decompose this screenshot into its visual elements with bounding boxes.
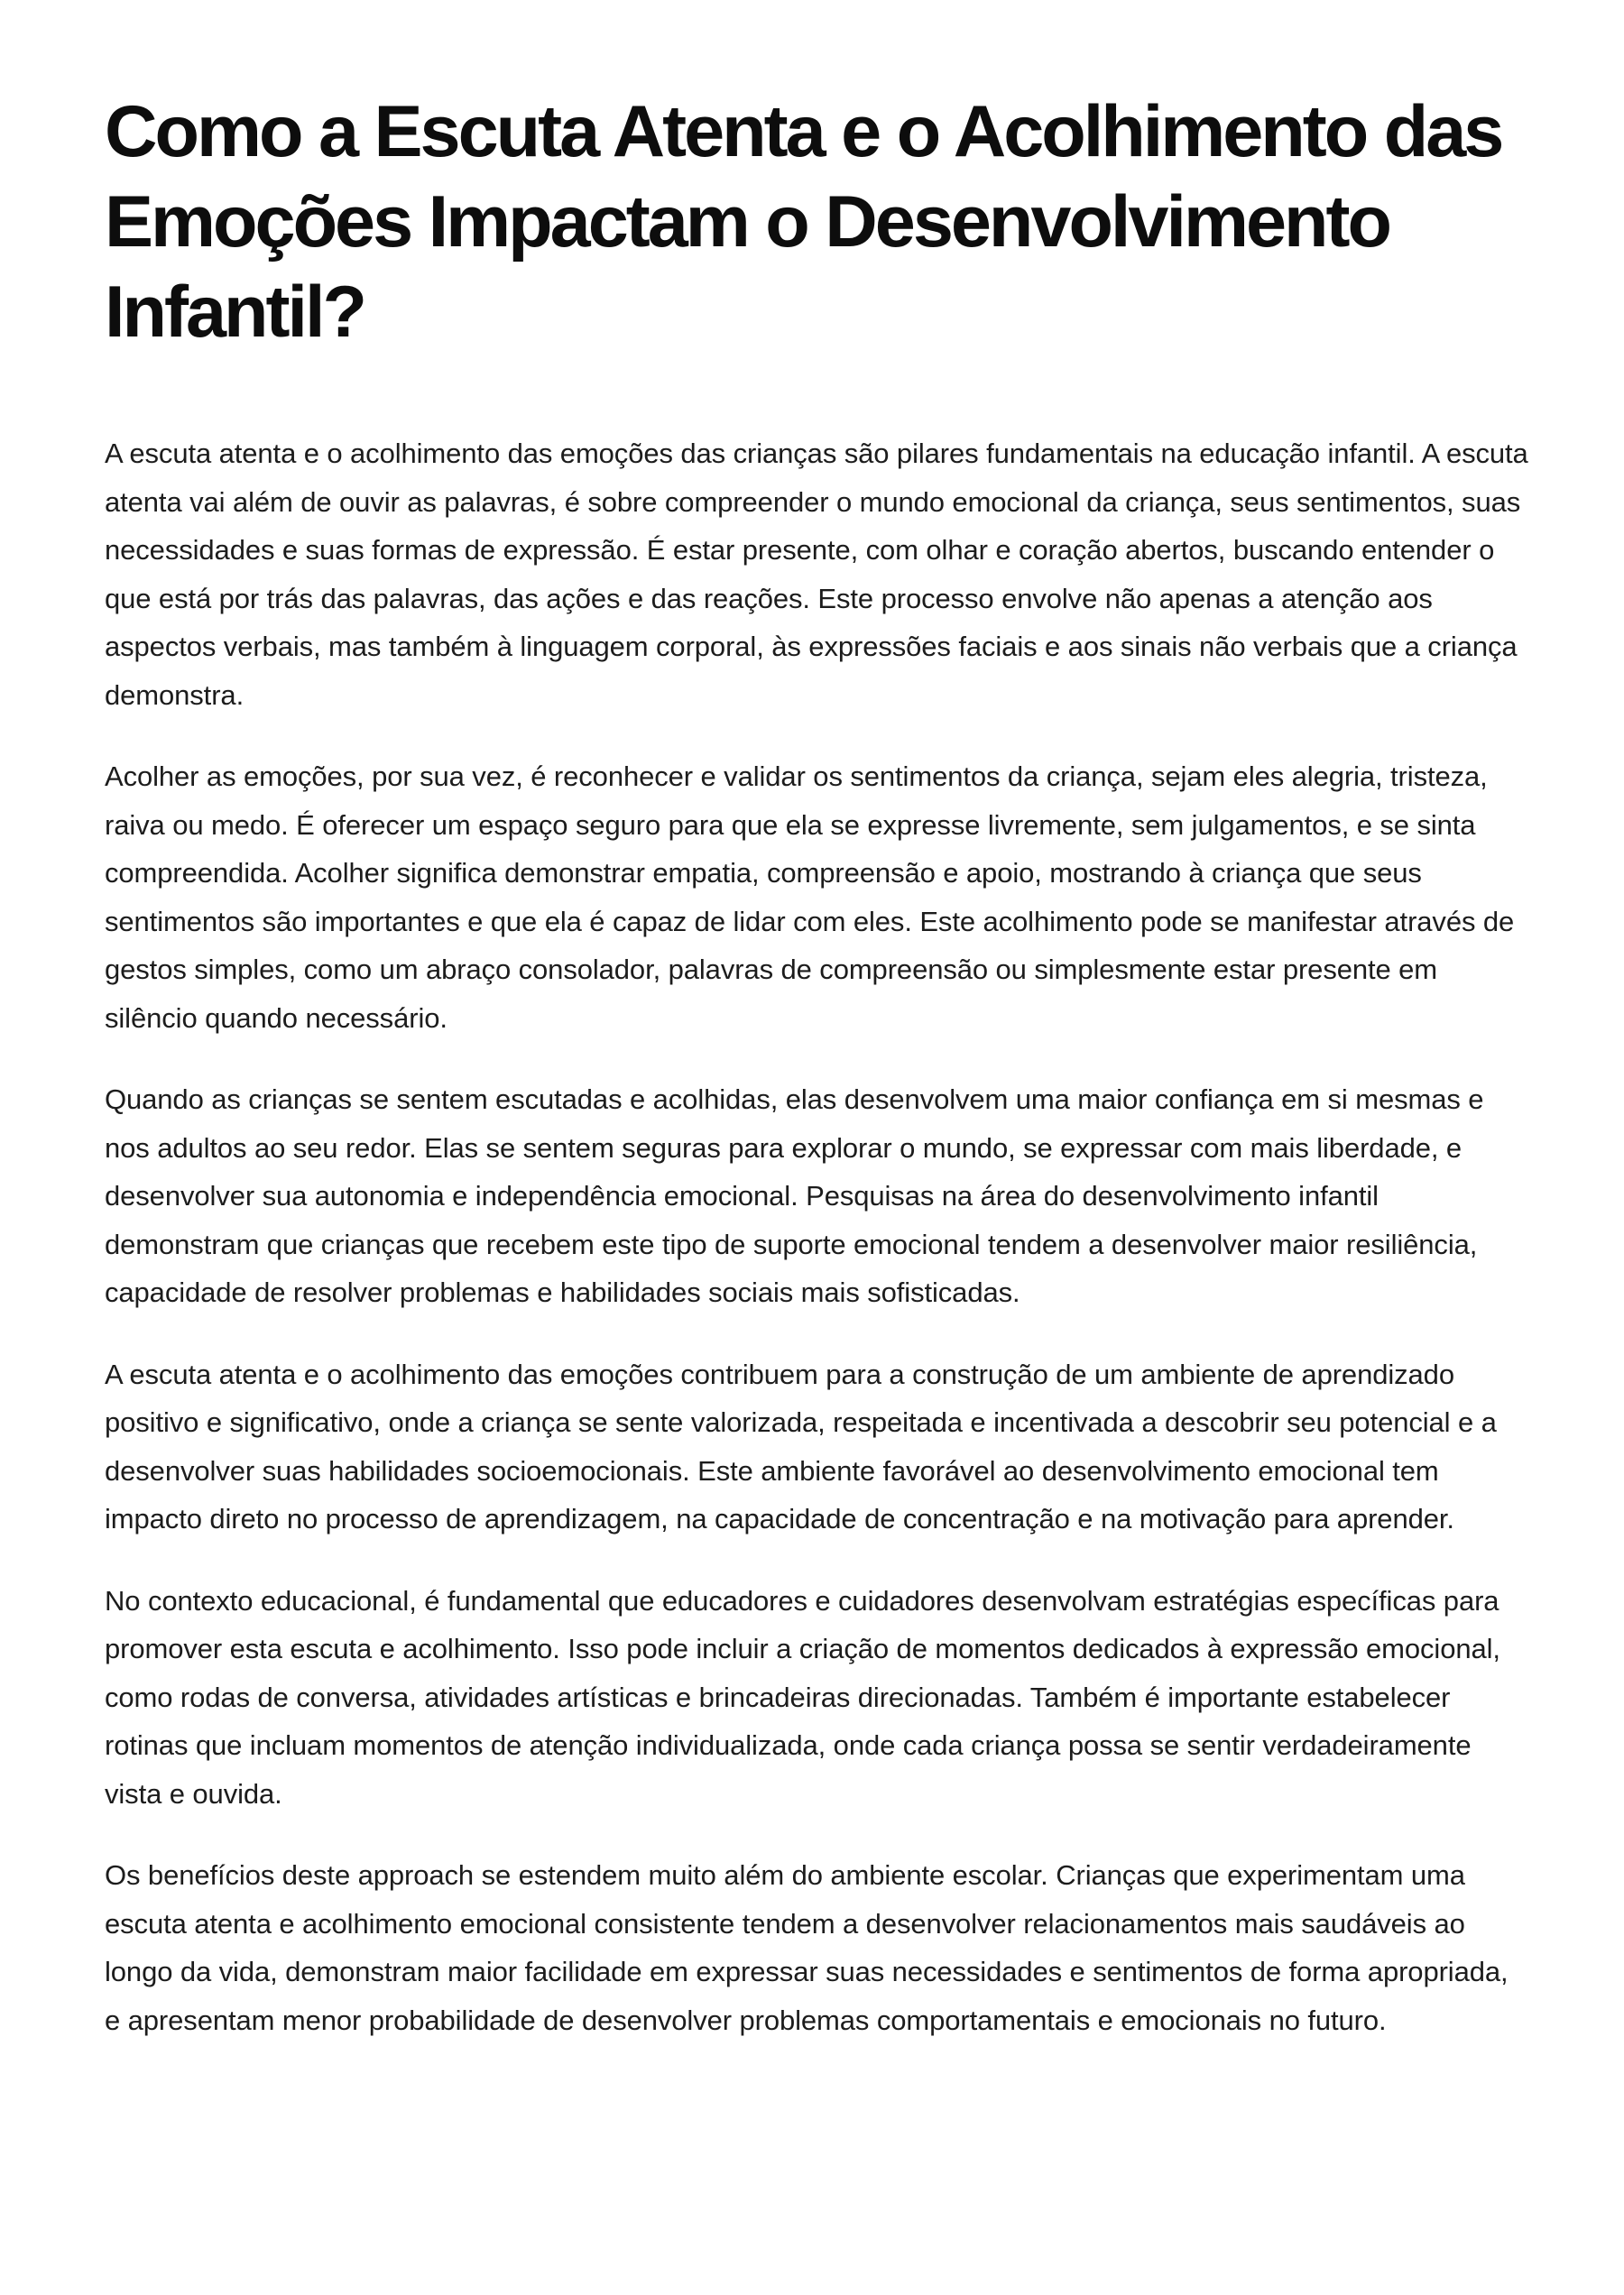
paragraph: Quando as crianças se sentem escutadas e acolhidas, elas desenvolvem uma maior confiança em si mesmas e nos adultos ao seu redor. Elas se sentem seguras para explorar o mundo, se expressar com mais liberdade, e desenvolver sua autonomia e independência emocional. Pesquisas na área do desenvolvimento infantil demonstram que crianças que recebem este tipo de suporte emocional tendem a desenvolver maior resiliência, capacidade de resolver problemas e habilidades sociais mais sofisticadas. [105,1083,1484,1308]
page-title: Como a Escuta Atenta e o Acolhimento das Emoções Impactam o Desenvolvimento Infantil? [105,91,1502,353]
document-page [105,87,1530,2078]
paragraph: A escuta atenta e o acolhimento das emoções contribuem para a construção de um ambiente de aprendizado positivo e significativo, onde a criança se sente valorizada, respeitada e incentivada a descobrir seu potencial e a desenvolver suas habilidades socioemocionais. Este ambiente favorável ao desenvolvimento emocional tem impacto direto no processo de aprendizagem, na capacidade de concentração e na motivação para aprender. [105,1358,1497,1535]
paragraph: Os benefícios deste approach se estendem muito além do ambiente escolar. Crianças que experimentam uma escuta atenta e acolhimento emocional consistente tendem a desenvolver relacionamentos mais saudáveis ao longo da vida, demonstram maior facilidade em expressar suas necessidades e sentimentos de forma apropriada, e apresentam menor probabilidade de desenvolver problemas comportamentais e emocionais no futuro. [105,1859,1509,2036]
paragraph: A escuta atenta e o acolhimento das emoções das crianças são pilares fundamentais na educação infantil. A escuta atenta vai além de ouvir as palavras, é sobre compreender o mundo emocional da criança, seus sentimentos, suas necessidades e suas formas de expressão. É estar presente, com olhar e coração abertos, buscando entender o que está por trás das palavras, das ações e das reações. Este processo envolve não apenas a atenção aos aspectos verbais, mas também à linguagem corporal, às expressões faciais e aos sinais não verbais que a criança demonstra. [105,438,1528,711]
paragraph: Acolher as emoções, por sua vez, é reconhecer e validar os sentimentos da criança, sejam eles alegria, tristeza, raiva ou medo. É oferecer um espaço seguro para que ela se expresse livremente, sem julgamentos, e se sinta compreendida. Acolher significa demonstrar empatia, compreensão e apoio, mostrando à criança que seus sentimentos são importantes e que ela é capaz de lidar com eles. Este acolhimento pode se manifestar através de gestos simples, como um abraço consolador, palavras de compreensão ou simplesmente estar presente em silêncio quando necessário. [105,760,1515,1034]
paragraph: No contexto educacional, é fundamental que educadores e cuidadores desenvolvam estratégias específicas para promover esta escuta e acolhimento. Isso pode incluir a criação de momentos dedicados à expressão emocional, como rodas de conversa, atividades artísticas e brincadeiras direcionadas. Também é importante estabelecer rotinas que incluam momentos de atenção individualizada, onde cada criança possa se sentir verdadeiramente vista e ouvida. [105,1584,1500,1810]
